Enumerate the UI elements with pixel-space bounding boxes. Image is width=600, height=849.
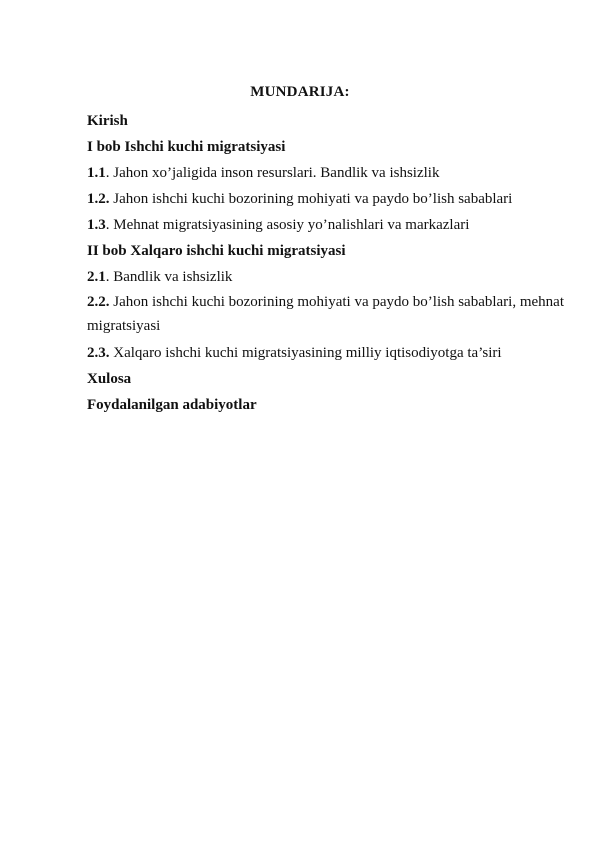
toc-item-text: Xalqaro ishchi kuchi migratsiyasining milliy iqtisodiyotga ta’siri: [113, 345, 502, 361]
toc-item-number: 1.1: [87, 165, 106, 181]
toc-item-text: Jahon ishchi kuchi bozorining mohiyati va paydo bo’lish sabablari, mehnat migratsiyasi: [87, 294, 564, 334]
toc-title: MUNDARIJA:: [250, 84, 350, 100]
toc-item-text: Jahon ishchi kuchi bozorining mohiyati va paydo bo’lish sabablari: [113, 191, 513, 207]
toc-item-number: 1.2.: [87, 191, 110, 207]
toc-item-number: 1.3: [87, 217, 106, 233]
table-of-contents: [87, 108, 567, 418]
toc-heading-references: Foydalanilgan adabiyotlar: [87, 397, 257, 413]
toc-item-1-3: [87, 212, 567, 238]
toc-heading-chapter-1: I bob Ishchi kuchi migratsiyasi: [87, 139, 286, 155]
toc-item-2-2: [87, 290, 567, 338]
toc-heading-chapter-2: II bob Xalqaro ishchi kuchi migratsiyasi: [87, 243, 346, 259]
toc-heading-conclusion: Xulosa: [87, 371, 132, 387]
toc-item-2-3: [87, 340, 567, 366]
toc-item-text: Bandlik va ishsizlik: [113, 269, 233, 285]
toc-item-separator: .: [105, 269, 114, 285]
toc-item-separator: .: [105, 217, 114, 233]
toc-heading-introduction: Kirish: [87, 113, 128, 129]
toc-item-number: 2.1: [87, 269, 106, 285]
toc-item-1-2: [87, 186, 567, 212]
toc-item-text: Jahon xo’jaligida inson resurslari. Bandlik va ishsizlik: [113, 165, 440, 181]
toc-item-number: 2.2.: [87, 294, 110, 310]
toc-item-separator: .: [105, 165, 114, 181]
toc-item-2-1: [87, 264, 567, 290]
toc-item-number: 2.3.: [87, 345, 110, 361]
toc-item-text: Mehnat migratsiyasining asosiy yo’nalishlari va markazlari: [113, 217, 470, 233]
toc-item-1-1: [87, 160, 567, 186]
